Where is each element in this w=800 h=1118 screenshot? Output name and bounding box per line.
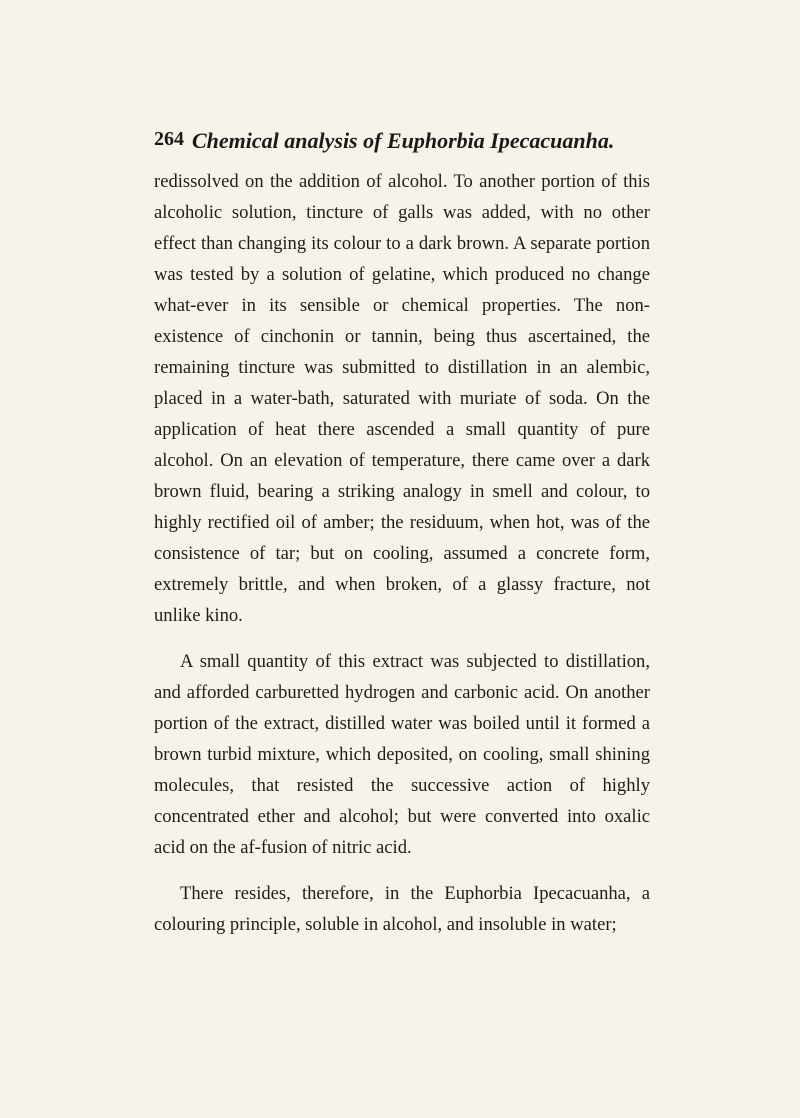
- paragraph-2: A small quantity of this extract was subjected to distillation, and afforded carburetted hydrogen and carbonic acid. On another portion of the extract, distilled water was boiled until it formed a brown turbid mixture, which deposited, on cooling, small shining molecules, that resisted the successive action of highly concentrated ether and alcohol; but were converted into oxalic acid on the af-fusion of nitric acid.: [154, 651, 650, 858]
- paragraph-3: There resides, therefore, in the Euphorbia Ipecacuanha, a colouring principle, soluble in alcohol, and insoluble in water;: [154, 883, 650, 935]
- page-header: [154, 128, 714, 160]
- paragraph-1: redissolved on the addition of alcohol. To another portion of this alcoholic solution, tincture of galls was added, with no other effect than changing its colour to a dark brown. A separate portion was tested by a solution of gelatine, which produced no change what-ever in its sensible or chemical properties. The non-existence of cinchonin or tannin, being thus ascertained, the remaining tincture was submitted to distillation in an alembic, placed in a water-bath, saturated with muriate of soda. On the application of heat there ascended a small quantity of pure alcohol. On an elevation of temperature, there came over a dark brown fluid, bearing a striking analogy in smell and colour, to highly rectified oil of amber; the residuum, when hot, was of the consistence of tar; but on cooling, assumed a concrete form, extremely brittle, and when broken, of a glassy fracture, not unlike kino.: [154, 171, 650, 626]
- running-title: Chemical analysis of Euphorbia Ipecacuanha.: [192, 128, 615, 153]
- body-text: [154, 166, 650, 940]
- page-number: 264: [154, 128, 184, 150]
